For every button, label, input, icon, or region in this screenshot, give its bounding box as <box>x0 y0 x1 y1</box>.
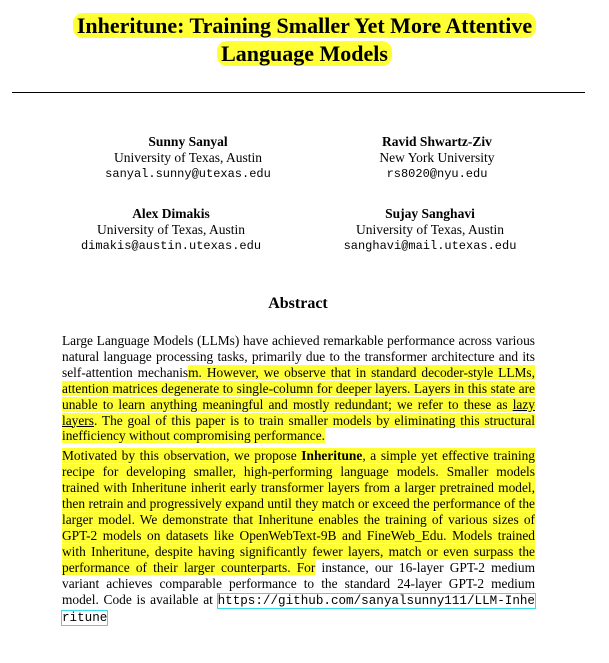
abstract-heading: Abstract <box>268 295 328 312</box>
abstract-text: Large Language Models (LLMs) have achieved remarkable performance across various natural language processing tasks, primarily due to the transformer architecture and its self-attention mechanis <box>62 333 535 380</box>
title-rule <box>12 92 585 93</box>
lazy-layers-term: lazy layers <box>62 396 535 428</box>
author-name: Ravid Shwartz-Ziv <box>382 134 492 149</box>
abstract-paragraph-2 <box>62 448 535 627</box>
author-name: Sunny Sanyal <box>148 134 228 149</box>
author-affiliation: University of Texas, Austin <box>96 222 246 237</box>
author-affiliation: University of Texas, Austin <box>355 222 505 237</box>
inheritune-term: Inheritune <box>301 448 363 464</box>
author-name: Alex Dimakis <box>132 206 210 221</box>
author-block <box>73 134 303 182</box>
abstract-body <box>62 333 535 627</box>
abstract-text: instance, our 16-layer GPT-2 medium variant achieves comparable performance to the standard 24-layer GPT-2 medium model. Code is available at <box>62 559 535 607</box>
author-block <box>315 206 545 254</box>
author-name: Sujay Sanghavi <box>385 206 475 221</box>
author-email[interactable]: rs8020@nyu.edu <box>386 167 488 181</box>
code-link[interactable]: https://github.com/sanyalsunny111/LLM-Inheritune <box>62 593 535 626</box>
author-block <box>56 206 286 254</box>
abstract-paragraph-1 <box>62 333 535 444</box>
author-email[interactable]: dimakis@austin.utexas.edu <box>80 239 262 253</box>
author-email[interactable]: sanghavi@mail.utexas.edu <box>343 239 517 253</box>
author-affiliation: University of Texas, Austin <box>113 150 263 165</box>
highlighted-text: Motivated by this observation, we propose Inheritune, a simple yet effective training recipe for developing smaller, high-performing language models. Smaller models trained with Inheritune inherit early transformer layers from a larger pretrained model, then retrain and progressively expand until they match or exceed the performance of the larger model. We demonstrate that Inheritune enables the training of various sizes of GPT-2 models on datasets like OpenWebText-9B and FineWeb_Edu. Models trained with Inheritune, despite having significantly fewer layers, match or even surpass the performance of their larger counterparts. For <box>62 448 535 575</box>
author-email[interactable]: sanyal.sunny@utexas.edu <box>105 167 271 181</box>
author-block <box>322 134 552 182</box>
author-affiliation: New York University <box>379 150 495 165</box>
highlighted-text: m. However, we observe that in standard decoder-style LLMs, attention matrices degenerate to single-column for deeper layers. Layers in this state are unable to learn anything meaningful and mostly redundant; we refer to these as lazy layers. The goal of this paper is to train smaller models by eliminating this structural inefficiency without compromising performance. <box>62 364 535 444</box>
title-line-2: Language Models <box>217 41 392 66</box>
paper-title <box>0 12 609 68</box>
title-line-1: Inheritune: Training Smaller Yet More Attentive <box>73 13 536 38</box>
